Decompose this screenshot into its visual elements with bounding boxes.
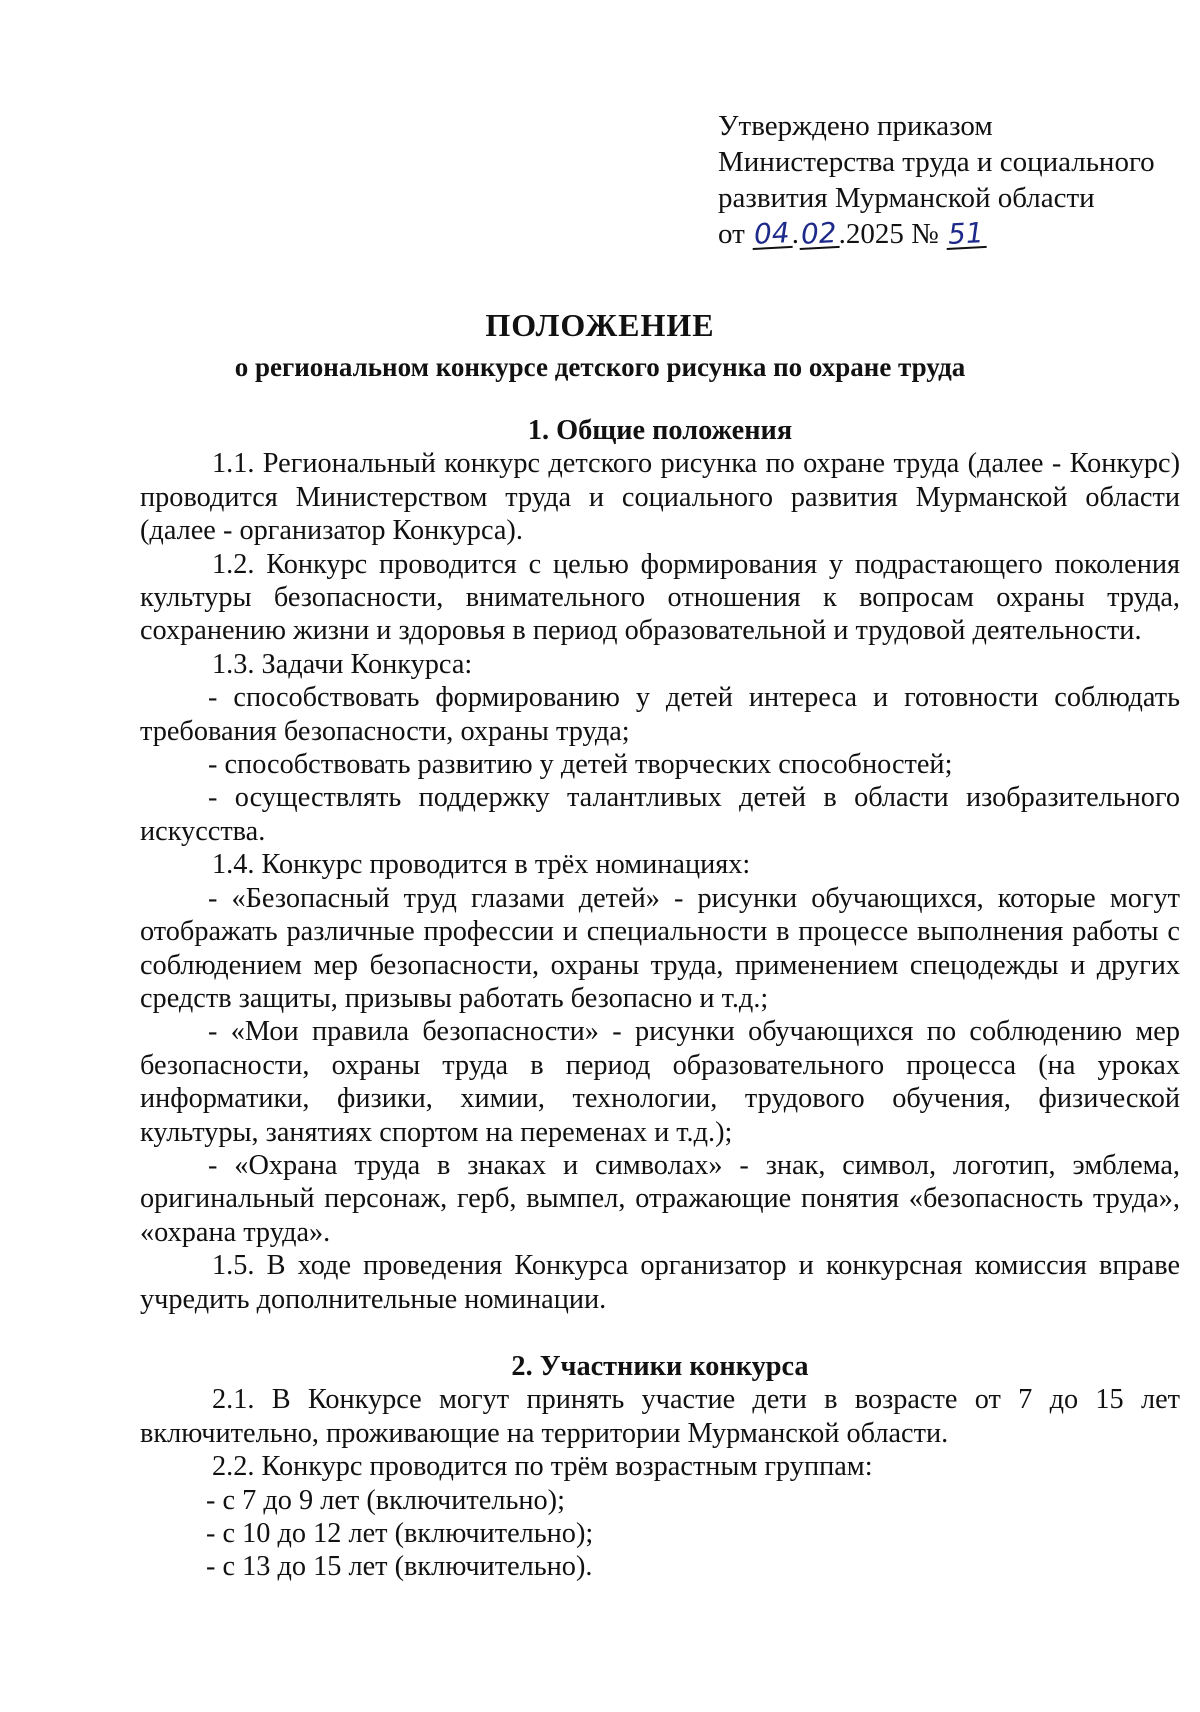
handwritten-month: 02 <box>800 216 838 251</box>
age-group-3: - с 13 до 15 лет (включительно). <box>206 1551 593 1583</box>
paragraph-2-2: 2.2. Конкурс проводится по трём возрастным группам: <box>212 1451 873 1483</box>
age-group-2: - с 10 до 12 лет (включительно); <box>206 1518 594 1549</box>
paragraph-1-3: 1.3. Задачи Конкурса: <box>212 648 473 680</box>
document-body <box>140 414 1180 1584</box>
handwritten-day: 04 <box>753 216 791 251</box>
section-2-heading: 2. Участники конкурса <box>511 1350 809 1382</box>
paragraph-1-1: 1.1. Региональный конкурс детского рисунка по охране труда (далее - Конкурс) проводится Министерством труда и социального развития Мурманской области (далее - организатор Конкурса). <box>140 448 1180 547</box>
age-group-1: - с 7 до 9 лет (включительно); <box>206 1484 565 1516</box>
paragraph-2-1: 2.1. В Конкурсе могут принять участие дети в возрасте от 7 до 15 лет включительно, проживающие на территории Мурманской области. <box>140 1384 1180 1449</box>
date-prefix: от <box>718 218 745 250</box>
date-separator: . <box>791 218 799 250</box>
paragraph-1-4: 1.4. Конкурс проводится в трёх номинациях: <box>212 849 751 881</box>
nomination-item-1: - «Безопасный труд глазами детей» - рисунки обучающихся, которые могут отображать различные профессии и специальности в процессе выполнения работы с соблюдением мер безопасности, охраны труда, применением спецодежды и других средств защиты, призывы работать безопасно и т.д.; <box>140 882 1180 1014</box>
task-item-1: - способствовать формированию у детей интереса и готовности соблюдать требования безопасности, охраны труда; <box>140 682 1180 747</box>
approval-block <box>718 108 1158 252</box>
approval-line-1: Утверждено приказом <box>718 110 993 142</box>
task-item-3: - осуществлять поддержку талантливых детей в области изобразительного искусства. <box>140 782 1180 847</box>
nomination-item-2: - «Мои правила безопасности» - рисунки обучающихся по соблюдению мер безопасности, охраны труда в период образовательного процесса (на уроках информатики, физики, химии, технологии, трудового обучения, физической культуры, занятиях спортом на переменах и т.д.); <box>140 1016 1180 1148</box>
nomination-item-3: - «Охрана труда в знаках и символах» - знак, символ, логотип, эмблема, оригинальный персонаж, герб, вымпел, отражающие понятия «безопасность труда», «охрана труда». <box>140 1149 1180 1248</box>
document-title: ПОЛОЖЕНИЕ <box>485 307 715 343</box>
approval-date-line <box>718 216 1158 252</box>
handwritten-order-number: 51 <box>947 216 985 251</box>
number-label: № <box>911 218 939 250</box>
task-item-2: - способствовать развитию у детей творческих способностей; <box>208 749 953 781</box>
paragraph-1-5: 1.5. В ходе проведения Конкурса организатор и конкурсная комиссия вправе учредить дополнительные номинации. <box>140 1250 1180 1315</box>
approval-line-2: Министерства труда и социального <box>718 146 1155 178</box>
section-1-heading: 1. Общие положения <box>527 415 793 446</box>
paragraph-1-2: 1.2. Конкурс проводится с целью формирования у подрастающего поколения культуры безопасности, внимательного отношения к вопросам охраны труда, сохранению жизни и здоровья в период образовательной и трудовой деятельности. <box>140 548 1180 647</box>
document-subtitle: о региональном конкурсе детского рисунка по охране труда <box>234 352 966 382</box>
date-year: .2025 <box>838 218 904 250</box>
approval-line-3: развития Мурманской области <box>718 182 1095 214</box>
